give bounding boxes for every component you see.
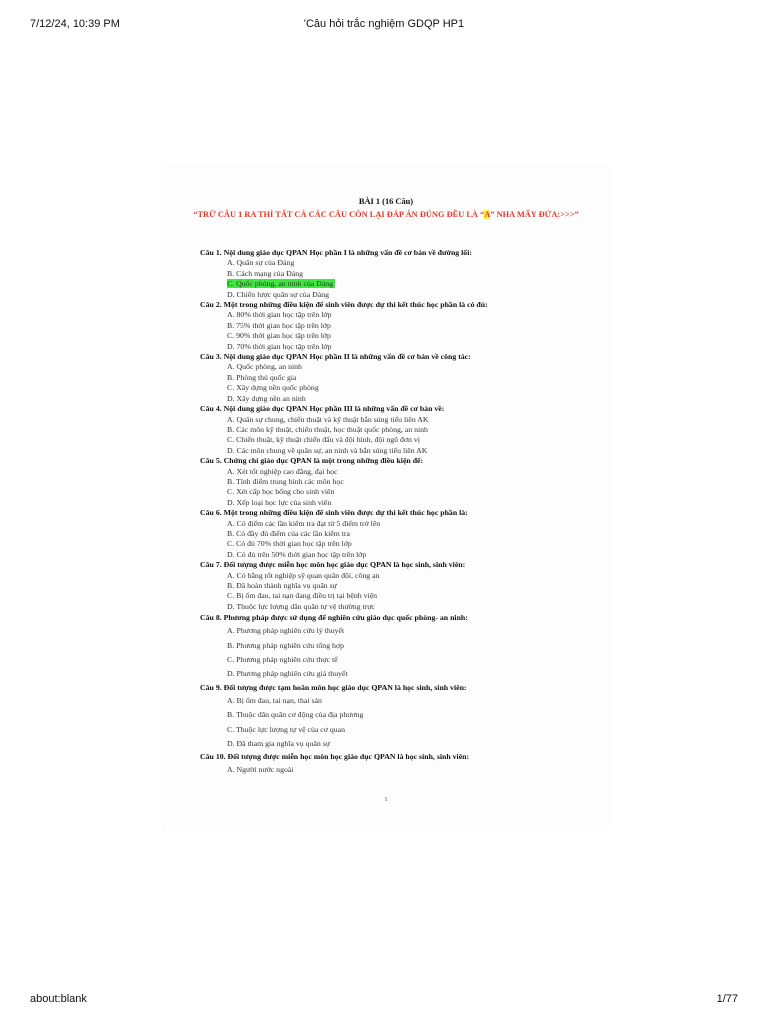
answer-option (227, 362, 600, 372)
answer-option-text: A. Người nước ngoài (227, 765, 294, 775)
question-text: Câu 8. Phương pháp được sử dụng để nghiên cứu giáo dục quốc phòng- an ninh: (200, 613, 468, 623)
answer-option (227, 331, 600, 341)
answer-option (227, 529, 600, 539)
answer-option-text: D. Có đủ trên 50% thời gian học tập trên lớp (227, 549, 367, 559)
subtitle-highlight: A (484, 210, 491, 219)
answer-option (227, 290, 600, 300)
answer-option (227, 446, 600, 456)
subtitle-text-start: “TRỪ CÂU 1 RA THÌ TẤT CẢ CÁC CÂU CÒN LẠI ĐÁP ÁN ĐÚNG ĐỀU LÀ “ (193, 210, 485, 219)
answer-option (227, 425, 600, 435)
answer-option-text: C. Bị ốm đau, tai nạn đang điều trị tại bệnh viện (227, 591, 378, 601)
answer-option (227, 602, 600, 612)
answer-option-text: C. Thuộc lực lượng tự vệ của cơ quan (227, 724, 345, 734)
question-text: Câu 7. Đối tượng được miễn học môn học giáo dục QPAN là học sinh, sinh viên: (200, 560, 466, 570)
answer-option-text: D. Xây dựng nền an ninh (227, 393, 306, 403)
answer-option (227, 498, 600, 508)
answer-option-text: A. Bị ốm đau, tai nạn, thai sản (227, 695, 322, 705)
answer-option (227, 550, 600, 560)
answer-option (227, 539, 600, 549)
answer-option (227, 342, 600, 352)
answer-option (227, 708, 600, 722)
question-2 (200, 300, 600, 352)
question-text: Câu 6. Một trong những điều kiện để sinh viên được dự thi kết thúc học phần là: (200, 508, 468, 518)
answer-option (227, 269, 600, 279)
question-4 (200, 404, 600, 456)
answer-option (227, 694, 600, 708)
answer-option (227, 571, 600, 581)
answer-option-text: D. 70% thời gian học tập trên lớp (227, 341, 332, 351)
answer-option-text: D. Phương pháp nghiên cứu giả thuyết (227, 669, 348, 679)
question-9 (200, 682, 600, 752)
answer-option (227, 373, 600, 383)
answer-option-text: A. Quân sự chung, chiến thuật và kỹ thuật bắn súng tiểu liên AK (227, 414, 429, 424)
answer-option (227, 737, 600, 751)
answer-option (227, 487, 600, 497)
question-text: Câu 3. Nội dung giáo dục QPAN Học phần II là những vấn đề cơ bản về công tác: (200, 352, 471, 362)
answer-option (227, 581, 600, 591)
answer-option-text: C. Xét cấp học bổng cho sinh viên (227, 487, 335, 497)
question-10 (200, 751, 600, 777)
answer-option-text: A. Có điểm các lần kiểm tra đạt từ 5 điểm trở lên (227, 518, 381, 528)
answer-option (227, 310, 600, 320)
answer-option-text: D. Xếp loại học lực của sinh viên (227, 497, 332, 507)
answer-option-text: B. Các môn kỹ thuật, chiến thuật, học thuật quốc phòng, an ninh (227, 424, 428, 434)
answer-option-text: A. Quân sự của Đảng (227, 258, 295, 268)
answer-option (227, 415, 600, 425)
answer-option (227, 667, 600, 681)
question-list (200, 248, 600, 778)
question-5 (200, 456, 600, 508)
answer-option-text: C. Có đủ 70% thời gian học tập trên lớp (227, 539, 352, 549)
document-subtitle (193, 209, 579, 220)
document-title: BÀI 1 (16 Câu) (358, 197, 414, 206)
answer-option (227, 435, 600, 445)
answer-option-text: B. Phòng thủ quốc gia (227, 372, 297, 382)
answer-option-highlighted (227, 279, 600, 289)
answer-option-text: C. Phương pháp nghiên cứu thực tế (227, 655, 338, 665)
answer-option (227, 519, 600, 529)
question-8 (200, 612, 600, 682)
question-text: Câu 2. Một trong những điều kiện để sinh viên được dự thi kết thúc học phần là có đủ: (200, 300, 488, 310)
answer-option-text: D. Chiến lược quân sự của Đảng (227, 289, 329, 299)
answer-option-text: B. Thuộc dân quân cơ động của địa phương (227, 710, 364, 720)
print-datetime: 7/12/24, 10:39 PM (30, 18, 120, 30)
print-title: 'Câu hỏi trắc nghiệm GDQP HP1 (303, 18, 465, 30)
question-3 (200, 352, 600, 404)
question-text: Câu 9. Đối tượng được tạm hoãn môn học giáo dục QPAN là học sinh, sinh viên: (200, 682, 467, 692)
question-text: Câu 5. Chứng chỉ giáo dục QPAN là một trong những điều kiện để: (200, 456, 424, 466)
answer-option (227, 258, 600, 268)
answer-option (227, 591, 600, 601)
answer-option-text: A. Phương pháp nghiên cứu lý thuyết (227, 626, 345, 636)
print-url: about:blank (30, 993, 87, 1005)
answer-option (227, 639, 600, 653)
answer-option-text: D. Các môn chung về quân sự, an ninh và bắn súng tiểu liên AK (227, 445, 428, 455)
answer-option-text: A. Xét tốt nghiệp cao đẳng, đại học (227, 466, 338, 476)
answer-option-text: A. 80% thời gian học tập trên lớp (227, 310, 332, 320)
question-text: Câu 10. Đối tượng được miễn học môn học giáo dục QPAN là học sinh, sinh viên: (200, 752, 470, 762)
question-6 (200, 508, 600, 560)
answer-option (227, 321, 600, 331)
question-1 (200, 248, 600, 300)
answer-option-text: A. Có bằng tốt nghiệp sỹ quan quân đội, công an (227, 570, 380, 580)
question-text: Câu 4. Nội dung giáo dục QPAN Học phần III là những vấn đề cơ bản về: (200, 404, 445, 414)
answer-option-text: B. Đã hoàn thành nghĩa vụ quân sự (227, 581, 337, 590)
answer-option-text: B. 75% thời gian học tập trên lớp (227, 320, 331, 330)
answer-option-text: C. Chiến thuật, kỹ thuật chiến đấu và đội hình, đội ngũ đơn vị (227, 435, 420, 445)
answer-option-text: B. Tính điểm trung bình các môn học (227, 476, 344, 486)
answer-option-text: B. Cách mạng của Đảng (227, 268, 303, 278)
answer-option (227, 467, 600, 477)
answer-option-text: D. Đã tham gia nghĩa vụ quân sự (227, 739, 330, 749)
answer-option-text: D. Thuộc lực lượng dân quân tự vệ thường trực (227, 601, 375, 611)
answer-option-text: C. 90% thời gian học tập trên lớp (227, 331, 331, 341)
answer-option-text: C. Quốc phòng, an ninh của Đảng (227, 279, 334, 289)
answer-option (227, 653, 600, 667)
answer-option (227, 723, 600, 737)
question-text: Câu 1. Nội dung giáo dục QPAN Học phần I là những vấn đề cơ bản về đường lối: (200, 248, 472, 257)
document-page (163, 165, 609, 830)
page-number: 1 (384, 797, 388, 803)
answer-option-text: C. Xây dựng nền quốc phòng (227, 383, 319, 393)
subtitle-text-end: ” NHA MẤY ĐỨA:>>>” (490, 210, 579, 219)
answer-option (227, 394, 600, 404)
answer-option-text: B. Có đầy đủ điểm của các lần kiểm tra (227, 528, 350, 538)
answer-option-text: A. Quốc phòng, an ninh (227, 362, 302, 372)
answer-option-text: B. Phương pháp nghiên cứu tổng hợp (227, 640, 344, 650)
answer-option (227, 383, 600, 393)
question-7 (200, 560, 600, 612)
answer-option (227, 763, 600, 777)
answer-option (227, 624, 600, 638)
print-page-count: 1/77 (716, 993, 738, 1005)
answer-option (227, 477, 600, 487)
